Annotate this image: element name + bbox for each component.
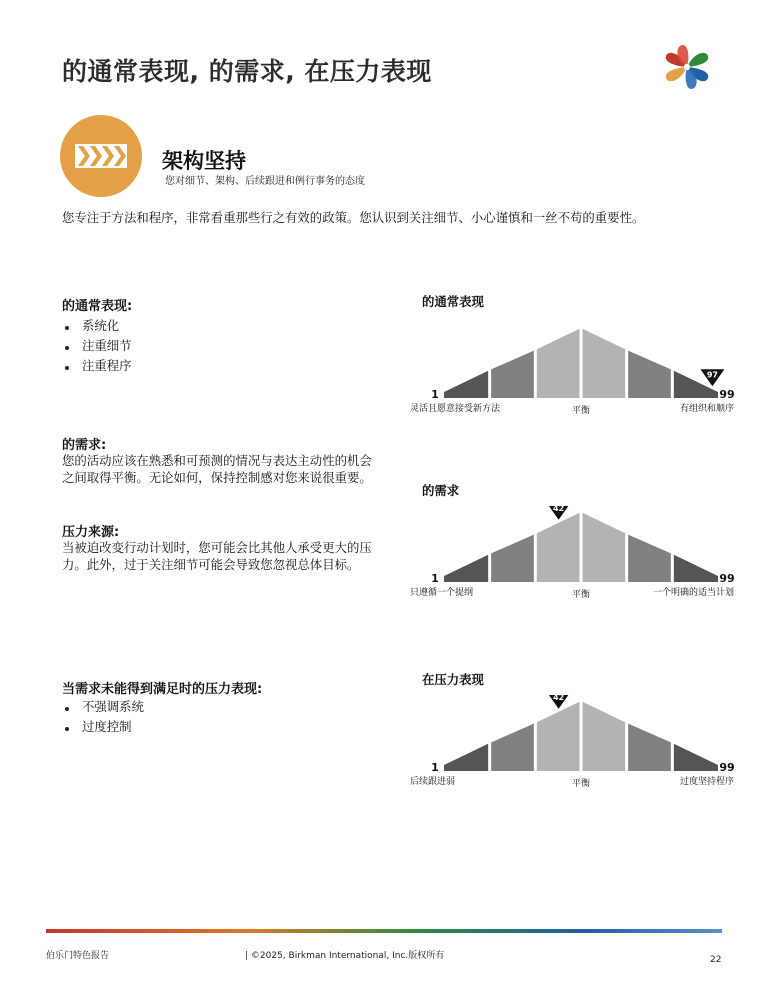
scale-left-label: 灵活且愿意接受新方法 [410,404,501,414]
stress-behavior-list [62,697,144,737]
chart-segment [444,555,488,582]
scale-max-label: 99 [719,761,735,774]
chart-segment [628,535,671,582]
chart-segment [444,744,488,771]
needs-heading: 的需求: [62,438,107,453]
chart-title-needs: 的需求 [422,483,460,498]
scale-mid-label: 平衡 [571,779,591,789]
list-item: 系统化 [62,316,132,336]
stress-behavior-heading: 当需求未能得到满足时的压力表现: [62,682,263,697]
usual-list [62,316,132,376]
scale-min-label: 1 [431,388,439,401]
usual-heading: 的通常表现: [62,299,133,314]
chart-segment [583,329,626,398]
scale-right-label: 一个明确的适当计划 [652,588,734,598]
scale-mid-label: 平衡 [571,406,591,416]
chart-segment [491,535,534,582]
footer-color-bar [46,928,722,934]
chart-segment [583,702,626,771]
scale-max-label: 99 [719,572,735,585]
chart-segment [491,724,534,771]
section-badge [60,115,142,197]
chart-segment [537,513,580,582]
list-item: 过度控制 [62,717,144,737]
chart-title-stress: 在压力表现 [422,672,484,687]
chart-segment [674,555,718,582]
list-item: 注重细节 [62,336,132,356]
section-title: 架构坚持 [162,149,246,173]
chart-segment [674,744,718,771]
chart-usual [400,322,740,452]
scale-left-label: 只遵循一个提纲 [410,588,474,598]
page-title: 的通常表现, 的需求, 在压力表现 [62,57,432,86]
chart-title-usual: 的通常表现 [422,294,484,309]
chart-segment [491,351,534,398]
score-label: 42 [553,695,565,702]
page-number: 22 [710,955,722,965]
scale-min-label: 1 [431,572,439,585]
footer-report-name: 伯乐门特色报告 [46,951,110,961]
scale-right-label: 有组织和顺序 [679,404,734,414]
chevrons-right-icon [60,115,142,197]
list-item: 不强调系统 [62,697,144,717]
chart-segment [583,513,626,582]
brand-logo [662,42,712,92]
footer-copyright: | ©2025, Birkman International, Inc.版权所有 [245,951,445,961]
chart-segment [628,351,671,398]
intro-paragraph: 您专注于方法和程序，非常看重那些行之有效的政策。您认识到关注细节、小心谨慎和一丝不苟的重要性。 [62,210,645,225]
score-label: 42 [553,506,565,513]
stress-source-heading: 压力来源: [62,525,120,540]
scale-min-label: 1 [431,761,439,774]
scale-max-label: 99 [719,388,735,401]
chart-stress [400,695,740,825]
chart-segment [444,371,488,398]
needs-text: 您的活动应该在熟悉和可预测的情况与表达主动性的机会之间取得平衡。无论如何，保持控制感对您来说很重要。 [62,453,372,485]
chart-needs [400,506,740,636]
scale-right-label: 过度坚持程序 [679,777,734,787]
scale-mid-label: 平衡 [571,590,591,600]
section-subtitle: 您对细节、架构、后续跟进和例行事务的态度 [165,176,365,187]
scale-left-label: 后续跟进弱 [410,777,456,787]
score-label: 97 [706,370,718,380]
list-item: 注重程序 [62,356,132,376]
chart-segment [537,702,580,771]
chart-segment [628,724,671,771]
stress-source-text: 当被迫改变行动计划时，您可能会比其他人承受更大的压力。此外，过于关注细节可能会导致您忽视总体目标。 [62,540,372,572]
chart-segment [537,329,580,398]
